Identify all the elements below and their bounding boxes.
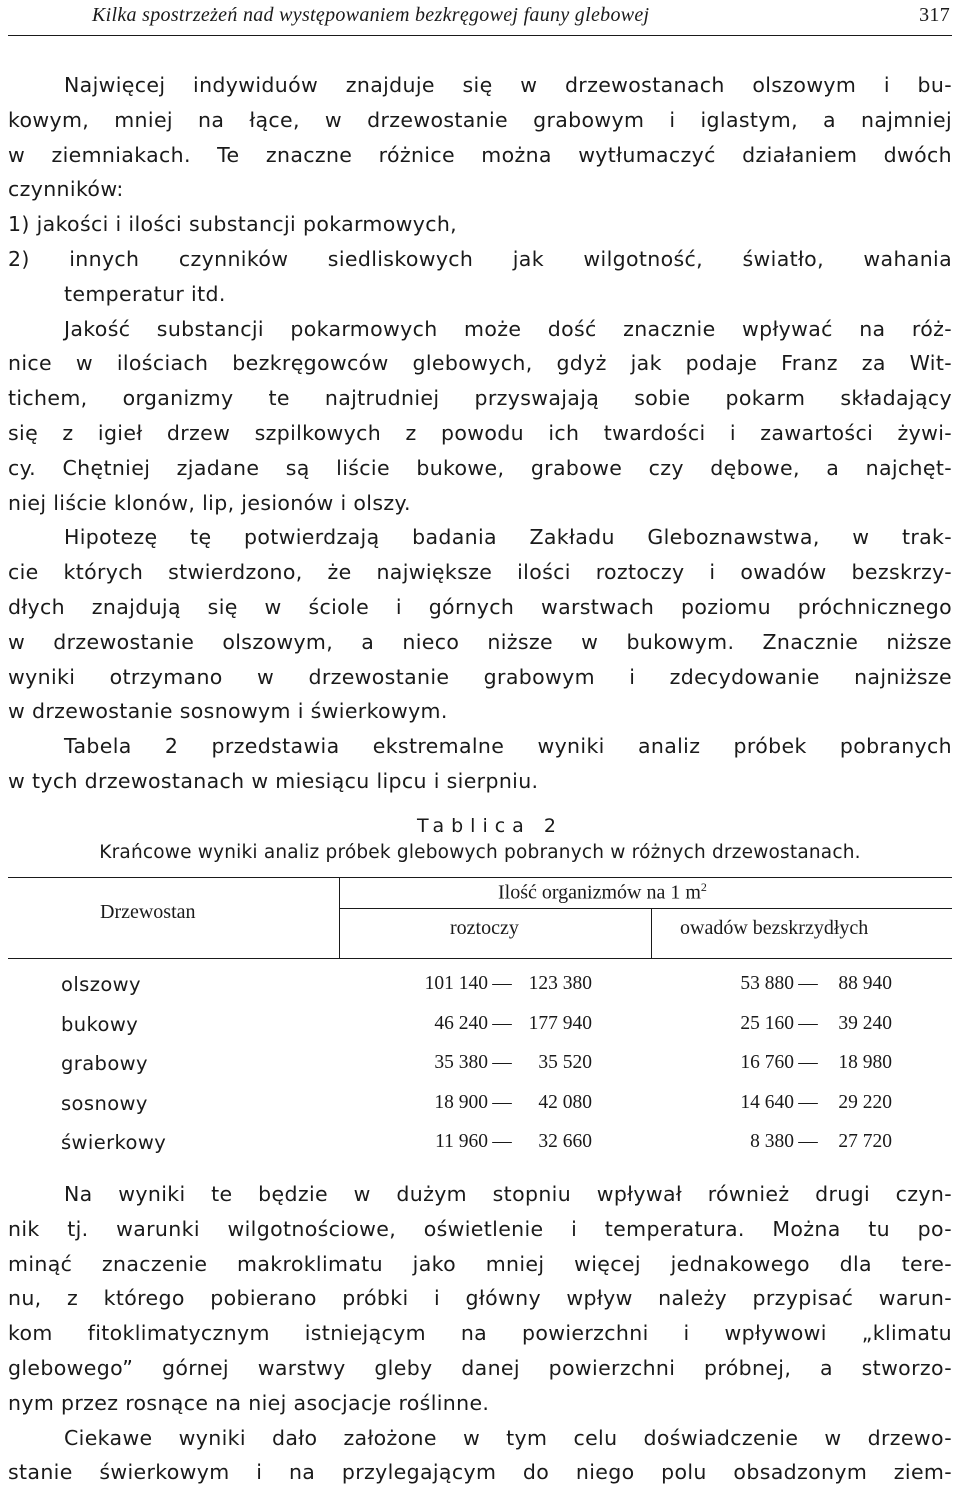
text-line: Na wyniki te będzie w dużym stopniu wpływał również drugi czyn- xyxy=(64,1182,952,1206)
body-text-top xyxy=(8,68,952,799)
running-title: Kilka spostrzeżeń nad występowaniem bezkręgowej fauny glebowej xyxy=(92,4,650,26)
text-line: kom fitoklimatycznym istniejącym na powierzchni i wpływowi „klimatu xyxy=(8,1321,952,1346)
table-cell-dash: — xyxy=(798,1052,818,1073)
text-line: się z igieł drzew szpilkowych z powodu ich twardości i zawartości żywi- xyxy=(8,420,952,445)
table-cell-mites-max: 123 380 xyxy=(528,973,592,994)
table-cell-stand: grabowy xyxy=(61,1052,148,1075)
table-cell-insects-max: 39 240 xyxy=(838,1013,892,1034)
table-cell-dash: — xyxy=(492,1013,512,1034)
text-line: glebowego” górnej warstwy gleby danej powierzchni próbnej, a stworzo- xyxy=(8,1355,952,1380)
text-line: Najwięcej indywiduów znajduje się w drzewostanach olszowym i bu- xyxy=(64,73,952,97)
table-cell-mites-max: 35 520 xyxy=(538,1052,592,1073)
table-top-rule xyxy=(8,877,952,878)
table-caption: Krańcowe wyniki analiz próbek glebowych pobranych w różnych drzewostanach. xyxy=(99,842,861,863)
table-cell-mites-min: 35 380 xyxy=(434,1052,488,1073)
body-text-bottom xyxy=(8,1177,952,1490)
text-line: kowym, mniej na łące, w drzewostanie grabowym i iglastym, a najmniej xyxy=(8,107,952,132)
table-cell-insects-min: 25 160 xyxy=(740,1013,794,1034)
table-cell-insects-max: 27 720 xyxy=(838,1131,892,1152)
text-line: wyniki otrzymano w drzewostanie grabowym i zdecydowanie najniższe xyxy=(8,664,952,689)
col-header-stand: Drzewostan xyxy=(100,901,196,923)
table-cell-dash: — xyxy=(798,1092,818,1113)
table-vrule-1 xyxy=(339,877,340,958)
table-cell-mites-min: 18 900 xyxy=(434,1092,488,1113)
text-line: cy. Chętniej zjadane są liście bukowe, grabowe czy dębowe, a najchęt- xyxy=(8,455,952,480)
col-header-insects: owadów bezskrzydłych xyxy=(680,917,869,939)
text-line: Jakość substancji pokarmowych może dość znacznie wpływać na róż- xyxy=(64,316,952,341)
text-line: Ciekawe wyniki dało założone w tym celu doświadczenie w drzewo- xyxy=(64,1425,952,1450)
text-line: cie których stwierdzono, że największe ilości roztoczy i owadów bezskrzy- xyxy=(8,560,952,585)
table-cell-mites-min: 46 240 xyxy=(434,1013,488,1034)
page-number: 317 xyxy=(919,4,950,26)
table-cell-mites-max: 177 940 xyxy=(528,1013,592,1034)
table-group-rule xyxy=(339,908,952,909)
col-header-group xyxy=(498,880,707,905)
table-header-rule xyxy=(8,958,952,959)
table-cell-stand: olszowy xyxy=(61,973,141,996)
table-cell-mites-min: 11 960 xyxy=(435,1131,488,1152)
text-line: nym przez rosnące na niej asocjacje roślinne. xyxy=(8,1390,490,1415)
table-cell-insects-min: 53 880 xyxy=(740,973,794,994)
table-vrule-2 xyxy=(651,908,652,958)
text-line: 2) innych czynników siedliskowych jak wilgotność, światło, wahania xyxy=(8,246,952,271)
table-cell-insects-min: 8 380 xyxy=(750,1131,794,1152)
col-header-group-text: Ilość organizmów na 1 m xyxy=(498,881,701,904)
table-cell-insects-min: 16 760 xyxy=(740,1052,794,1073)
header-rule xyxy=(8,35,952,36)
table-cell-stand: świerkowy xyxy=(61,1131,167,1154)
text-line: w tych drzewostanach w miesiącu lipcu i sierpniu. xyxy=(8,768,539,793)
table-cell-insects-max: 88 940 xyxy=(838,973,892,994)
table-cell-stand: bukowy xyxy=(61,1013,139,1036)
text-line: nik tj. warunki wilgotnościowe, oświetlenie i temperatura. Można tu po- xyxy=(8,1216,952,1241)
text-line: Tabela 2 przedstawia ekstremalne wyniki analiz próbek pobranych xyxy=(64,734,952,759)
text-line: 1) jakości i ilości substancji pokarmowych, xyxy=(8,212,458,237)
running-header xyxy=(8,4,952,30)
table-cell-mites-max: 32 660 xyxy=(538,1131,592,1152)
table-cell-dash: — xyxy=(798,973,818,994)
text-line: minąć znaczenie makroklimatu jako mniej więcej jednakowego dla tere- xyxy=(8,1251,952,1276)
text-line: nice w ilościach bezkręgowców glebowych, gdyż jak podaje Franz za Wit- xyxy=(8,351,952,376)
table-cell-insects-max: 29 220 xyxy=(838,1092,892,1113)
table-cell-dash: — xyxy=(492,973,512,994)
text-line: temperatur itd. xyxy=(64,281,226,306)
text-line: czynników: xyxy=(8,177,124,202)
text-line: nu, z którego pobierano próbki i główny wpływ należy przypisać warun- xyxy=(8,1286,952,1311)
table-cell-dash: — xyxy=(798,1131,818,1152)
col-header-group-sup: 2 xyxy=(700,880,707,894)
text-line: tichem, organizmy te najtrudniej przyswajają sobie pokarm składający xyxy=(8,386,952,411)
table-cell-dash: — xyxy=(492,1092,512,1113)
table-cell-dash: — xyxy=(798,1013,818,1034)
table-cell-dash: — xyxy=(492,1052,512,1073)
table-cell-stand: sosnowy xyxy=(61,1092,148,1115)
text-line: Hipotezę tę potwierdzają badania Zakładu Gleboznawstwa, w trak- xyxy=(64,525,952,550)
table-cell-dash: — xyxy=(492,1131,512,1152)
text-line: niej liście klonów, lip, jesionów i olszy. xyxy=(8,490,411,515)
text-line: stanie świerkowym i na przylegającym do niego polu obsadzonym ziem- xyxy=(8,1460,952,1485)
col-header-mites: roztoczy xyxy=(450,917,519,939)
text-line: w ziemniakach. Te znaczne różnice można wytłumaczyć działaniem dwóch xyxy=(8,142,952,167)
table-cell-mites-max: 42 080 xyxy=(538,1092,592,1113)
table-cell-insects-max: 18 980 xyxy=(838,1052,892,1073)
table-cell-mites-min: 101 140 xyxy=(424,973,488,994)
text-line: dłych znajdują się w ściole i górnych warstwach poziomu próchnicznego xyxy=(8,594,952,619)
text-line: w drzewostanie olszowym, a nieco niższe w bukowym. Znacznie niższe xyxy=(8,629,952,654)
table-cell-insects-min: 14 640 xyxy=(740,1092,794,1113)
text-line: w drzewostanie sosnowym i świerkowym. xyxy=(8,699,448,724)
table-title: Tablica 2 xyxy=(417,815,563,837)
